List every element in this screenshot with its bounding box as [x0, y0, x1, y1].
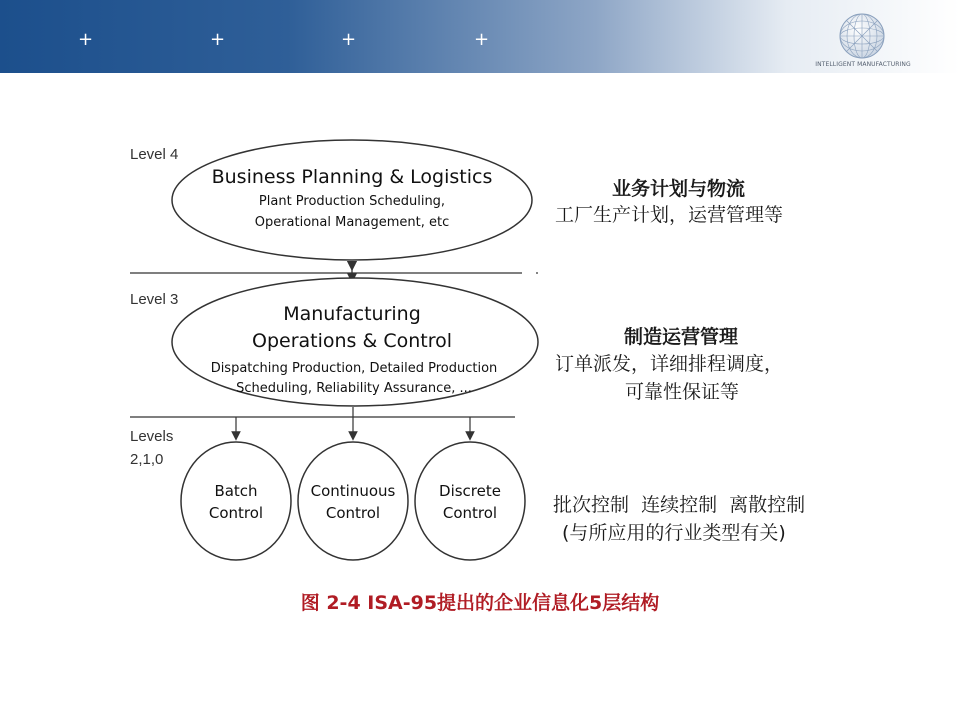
- levels210-label: 2,1,0: [130, 451, 164, 468]
- level210-annotation: 批次控制 连续控制 离散控制: [553, 494, 806, 516]
- level3-label: Level 3: [130, 291, 179, 308]
- level3-title: Manufacturing: [283, 303, 421, 325]
- level4-subtitle: Plant Production Scheduling,: [258, 194, 446, 209]
- level3-subtitle: Scheduling, Reliability Assurance, ...: [236, 381, 472, 396]
- continuous-control-circle: [298, 442, 408, 560]
- isa95-diagram: [120, 130, 540, 570]
- level4-annotation-title: 业务计划与物流: [612, 178, 746, 200]
- level3-title: Operations & Control: [251, 330, 453, 352]
- globe-logo-icon: [838, 12, 886, 60]
- discrete-control-label: Control: [442, 504, 498, 522]
- level3-annotation-desc: 订单派发，详细排程调度，: [555, 353, 784, 375]
- level210-annotation: (与所应用的行业类型有关): [562, 522, 786, 544]
- discrete-control-label: Discrete: [439, 482, 501, 500]
- level3-annotation-desc: 可靠性保证等: [625, 381, 740, 403]
- plus-decoration: +: [474, 29, 490, 50]
- level3-subtitle: Dispatching Production, Detailed Production: [210, 361, 498, 376]
- levels210-label: Levels: [130, 428, 174, 445]
- level3-annotation-title: 制造运营管理: [624, 326, 739, 348]
- plus-decoration: +: [210, 29, 226, 50]
- plus-decoration: +: [341, 29, 357, 50]
- logo-text: INTELLIGENT MANUFACTURING: [815, 61, 911, 68]
- level4-label: Level 4: [130, 146, 179, 163]
- level4-annotation-desc: 工厂生产计划，运营管理等: [555, 204, 784, 226]
- continuous-control-label: Continuous: [310, 482, 396, 500]
- continuous-control-label: Control: [325, 504, 381, 522]
- batch-control-label: Control: [208, 504, 264, 522]
- level4-subtitle: Operational Management, etc: [254, 215, 450, 230]
- level4-title: Business Planning & Logistics: [211, 166, 493, 188]
- plus-decoration: +: [78, 29, 94, 50]
- batch-control-label: Batch: [214, 482, 258, 500]
- batch-control-circle: [181, 442, 291, 560]
- figure-caption: 图 2-4 ISA-95提出的企业信息化5层结构: [300, 592, 660, 614]
- discrete-control-circle: [415, 442, 525, 560]
